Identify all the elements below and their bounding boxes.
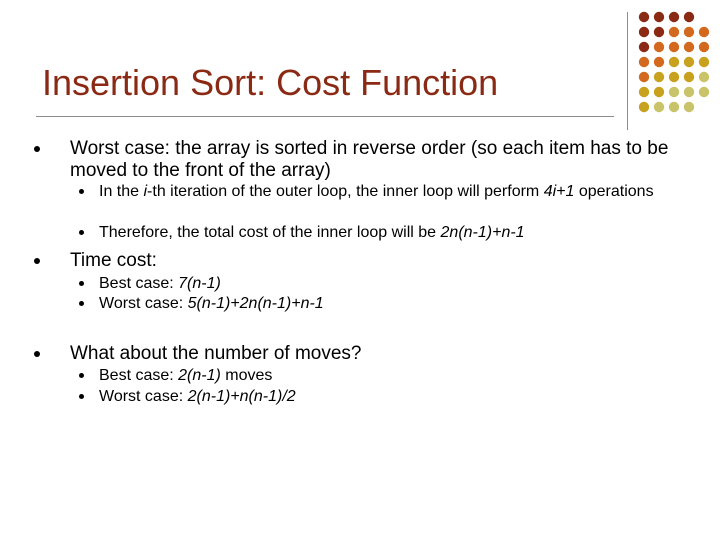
math-i: i <box>143 183 148 200</box>
sub-bullet-dot <box>79 230 84 235</box>
math-expression: 4i+1 <box>543 183 575 200</box>
bullet-worst-case-text: Worst case: the array is sorted in reverse order (so each item has to be moved to the front of the array) <box>70 138 669 181</box>
math-expression: 7(n-1) <box>178 275 221 292</box>
sub-bullet-moves-best <box>99 367 679 384</box>
sub-bullet-text: Worst case: <box>99 295 188 312</box>
sub-bullet-dot <box>79 189 84 194</box>
math-expression: 2(n-1) <box>178 367 221 384</box>
sub-bullet-dot <box>79 301 84 306</box>
sub-bullet-text: -th iteration of the outer loop, the inner loop will perform <box>147 183 544 200</box>
sub-bullet-text: Therefore, the total cost of the inner loop will be <box>99 224 441 241</box>
bullet-dot <box>34 351 40 357</box>
bullet-moves-text: What about the number of moves? <box>70 343 362 364</box>
sub-bullet-text: In the <box>99 183 144 200</box>
math-expression: 2(n-1)+n(n-1)/2 <box>187 388 296 405</box>
bullet-time-cost-text: Time cost: <box>70 250 157 271</box>
sub-bullet-text: moves <box>220 367 273 384</box>
sub-bullet-dot <box>79 281 84 286</box>
sub-bullet-inner-loop-ops <box>99 183 674 200</box>
sub-bullet-text: Worst case: <box>99 388 188 405</box>
sub-bullet-total-cost <box>99 224 679 241</box>
sub-bullet-text: Best case: <box>99 275 179 292</box>
sub-bullet-dot <box>79 394 84 399</box>
bullet-dot <box>34 258 40 264</box>
math-expression: 2n(n-1)+n-1 <box>440 224 525 241</box>
bullet-dot <box>34 146 40 152</box>
sub-bullet-time-best <box>99 275 679 292</box>
slide-title: Insertion Sort: Cost Function <box>42 62 499 103</box>
sub-bullet-text: Best case: <box>99 367 179 384</box>
sub-bullet-time-worst <box>99 295 679 312</box>
sub-bullet-text: operations <box>574 183 654 200</box>
math-expression: 5(n-1)+2n(n-1)+n-1 <box>187 295 324 312</box>
sub-bullet-moves-worst <box>99 388 679 405</box>
sub-bullet-dot <box>79 373 84 378</box>
